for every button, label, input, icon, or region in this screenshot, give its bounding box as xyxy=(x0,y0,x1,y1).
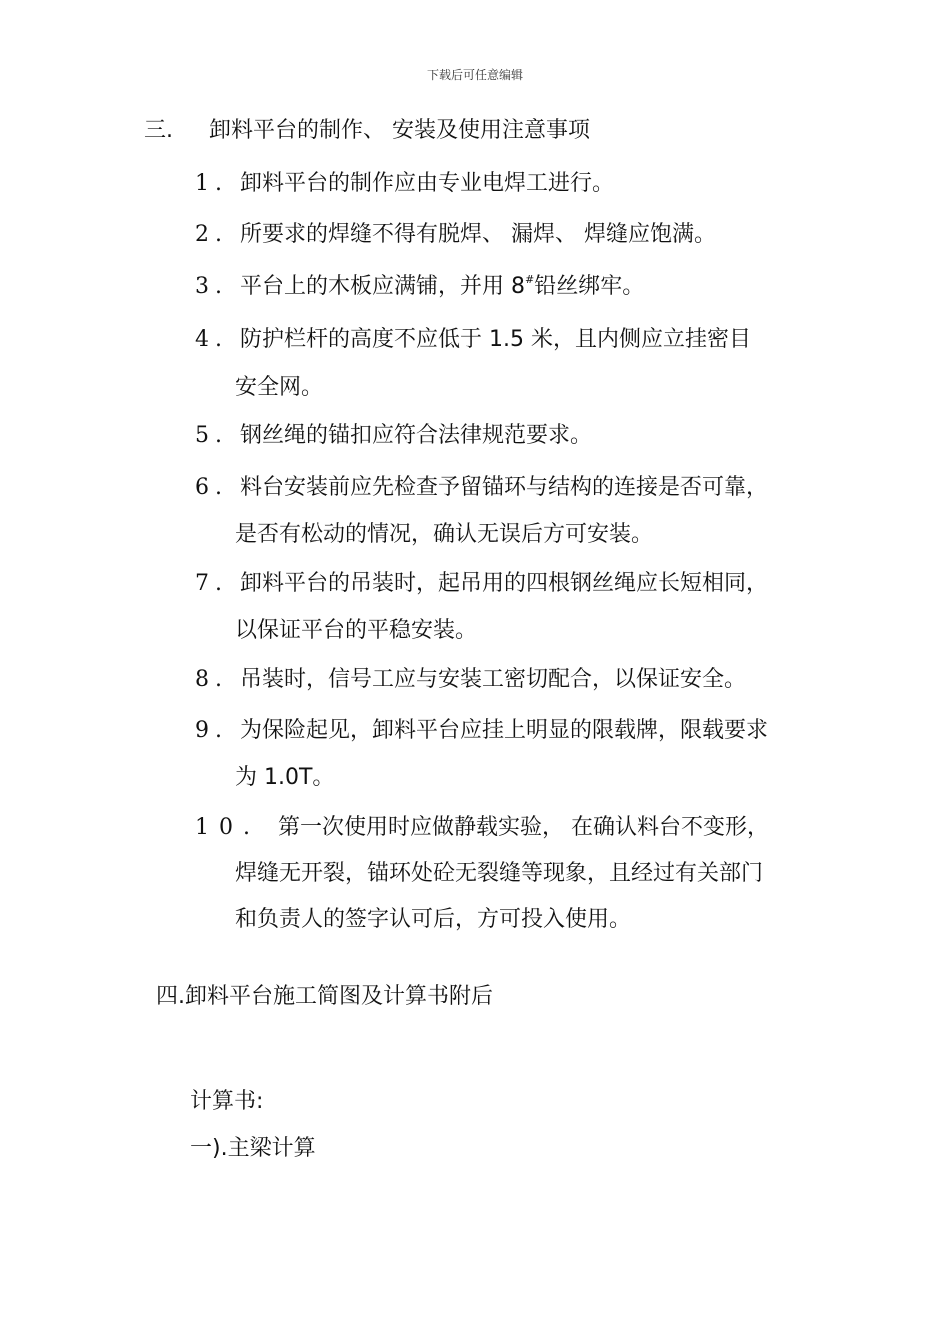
item-text: 卸料平台的制作应由专业电焊工进行。 xyxy=(240,171,615,196)
item-text: 为保险起见，卸料平台应挂上明显的限载牌，限载要求 xyxy=(240,718,769,743)
list-item-10-cont-1: 焊缝无开裂，锚环处砼无裂缝等现象，且经过有关部门 xyxy=(235,861,764,886)
list-item-5 xyxy=(195,422,592,450)
list-item-6-cont: 是否有松动的情况，确认无误后方可安装。 xyxy=(235,522,654,547)
item-number: 7. xyxy=(195,571,228,596)
list-item-10-cont-2: 和负责人的签字认可后，方可投入使用。 xyxy=(235,907,632,932)
item-text: 第一次使用时应做静载实验， 在确认料台不变形， xyxy=(278,815,769,840)
list-item-9-cont: 为 1.0T。 xyxy=(235,765,335,790)
section-3-heading xyxy=(144,117,590,145)
item-text: 吊装时，信号工应与安装工密切配合，以保证安全。 xyxy=(240,667,747,692)
item-number: 6. xyxy=(195,475,228,500)
list-item-9 xyxy=(195,717,768,745)
list-item-8 xyxy=(195,666,746,694)
list-item-4-cont: 安全网。 xyxy=(235,375,324,400)
list-item-7-cont: 以保证平台的平稳安装。 xyxy=(235,618,478,643)
list-item-3 xyxy=(195,273,644,301)
item-superscript: # xyxy=(525,273,535,286)
item-number: 4. xyxy=(195,327,228,352)
list-item-1 xyxy=(195,170,614,198)
item-text-cont: 铅丝绑牢。 xyxy=(534,274,645,299)
item-text: 钢丝绳的锚扣应符合法律规范要求。 xyxy=(240,423,593,448)
list-item-7 xyxy=(195,570,768,598)
calc-subheading: 一).主梁计算 xyxy=(190,1136,316,1161)
item-text: 卸料平台的吊装时，起吊用的四根钢丝绳应长短相同， xyxy=(240,571,769,596)
item-text: 料台安装前应先检查予留锚环与结构的连接是否可靠， xyxy=(240,475,769,500)
item-text: 防护栏杆的高度不应低于 1.5 米，且内侧应立挂密目 xyxy=(240,327,751,352)
list-item-6 xyxy=(195,474,768,502)
item-text: 所要求的焊缝不得有脱焊、 漏焊、 焊缝应饱满。 xyxy=(240,222,716,247)
item-text: 平台上的木板应满铺，并用 8 xyxy=(240,274,525,299)
section-3-title: 卸料平台的制作、 安装及使用注意事项 xyxy=(209,118,590,143)
list-item-10 xyxy=(195,814,769,842)
section-4-heading: 四.卸料平台施工简图及计算书附后 xyxy=(156,984,493,1009)
item-number: 10. xyxy=(195,815,260,840)
list-item-4 xyxy=(195,326,751,354)
item-number: 9. xyxy=(195,718,228,743)
calc-label: 计算书: xyxy=(190,1089,264,1114)
item-number: 1. xyxy=(195,171,228,196)
item-number: 8. xyxy=(195,667,228,692)
item-number: 2. xyxy=(195,222,228,247)
list-item-2 xyxy=(195,221,716,249)
item-number: 5. xyxy=(195,423,228,448)
section-3-marker: 三. xyxy=(144,118,173,143)
page-header: 下载后可任意编辑 xyxy=(426,68,523,82)
item-number: 3. xyxy=(195,274,228,299)
